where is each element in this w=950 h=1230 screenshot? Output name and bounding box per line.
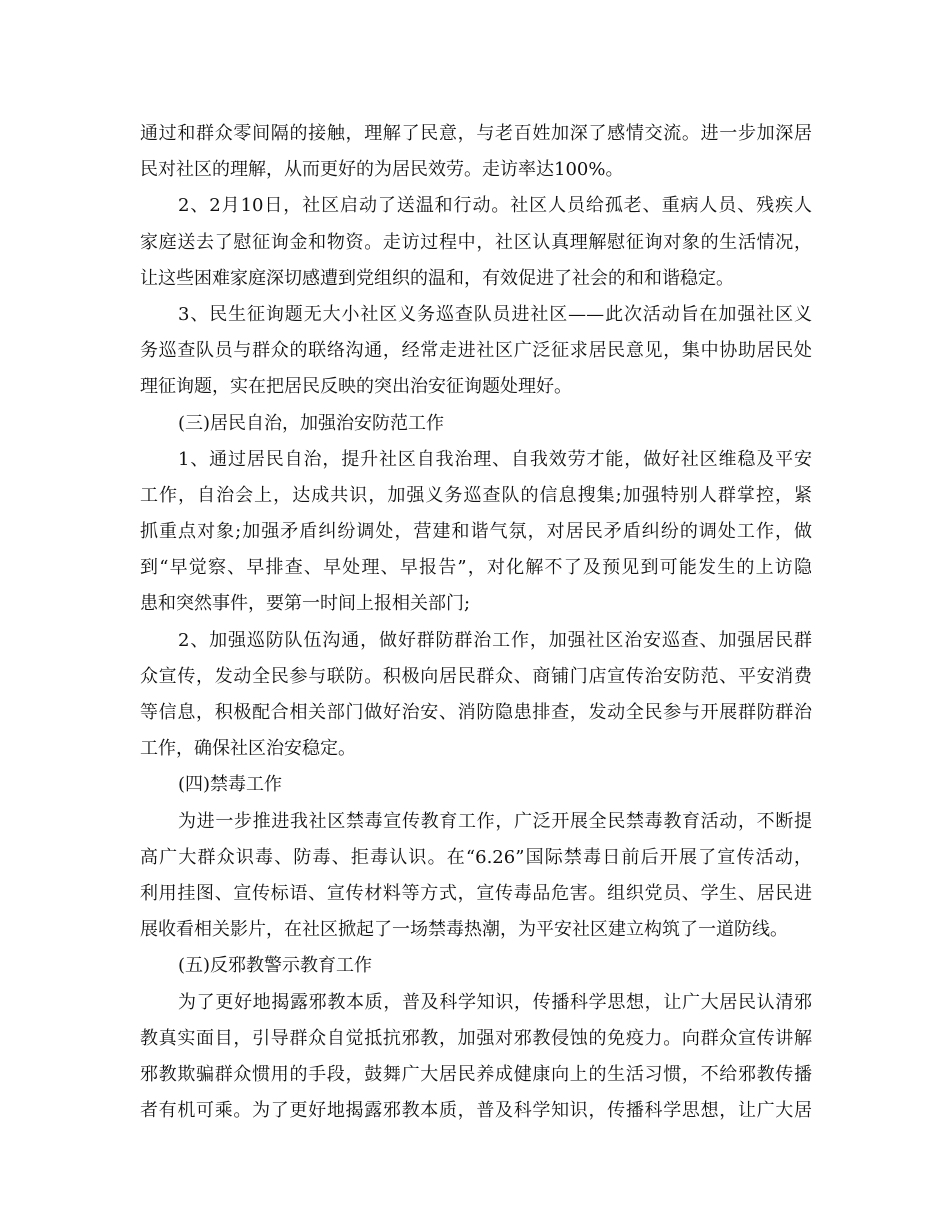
body-text-line: 者有机可乘。为了更好地揭露邪教本质，普及科学知识，传播科学思想，让广大居 — [140, 1100, 812, 1122]
section-heading: (四)禁毒工作 — [178, 774, 283, 796]
body-text-line: 通过和群众零间隔的接触，理解了民意，与老百姓加深了感情交流。进一步加深居 — [140, 123, 812, 144]
body-text-line: 理征询题，实在把居民反映的突出治安征询题处理好。 — [140, 376, 572, 398]
section-heading: (五)反邪教警示教育工作 — [178, 955, 373, 977]
body-text-line: 工作，自治会上，达成共识，加强义务巡查队的信息搜集;加强特别人群掌控，紧 — [140, 484, 812, 506]
body-text-line: 教真实面目，引导群众自觉抵抗邪教，加强对邪教侵蚀的免疫力。向群众宣传讲解 — [140, 1027, 812, 1049]
body-text-line: 患和突然事件，要第一时间上报相关部门; — [140, 593, 471, 615]
body-text-line: 2、2月10日，社区启动了送温和行动。社区人员给孤老、重病人员、残疾人 — [178, 195, 812, 217]
body-text-line: 让这些困难家庭深切感遭到党组织的温和，有效促进了社会的和和谐稳定。 — [140, 267, 734, 289]
document-body — [140, 116, 812, 1129]
body-text-line: 家庭送去了慰征询金和物资。走访过程中，社区认真理解慰征询对象的生活情况， — [140, 231, 812, 253]
body-text-line: 务巡查队员与群众的联络沟通，经常走进社区广泛征求居民意见，集中协助居民处 — [140, 340, 812, 362]
body-text-line: 到“早觉察、早排查、早处理、早报告”，对化解不了及预见到可能发生的上访隐 — [140, 557, 812, 579]
body-text-line: 抓重点对象;加强矛盾纠纷调处，营建和谐气氛，对居民矛盾纠纷的调处工作，做 — [140, 521, 812, 543]
body-text-line: 展收看相关影片，在社区掀起了一场禁毒热潮，为平安社区建立构筑了一道防线。 — [140, 919, 788, 941]
body-text-line: 民对社区的理解，从而更好的为居民效劳。走访率达100%。 — [140, 159, 624, 181]
body-text-line: 邪教欺骗群众惯用的手段，鼓舞广大居民养成健康向上的生活习惯，不给邪教传播 — [140, 1063, 812, 1085]
body-text-line: 众宣传，发动全民参与联防。积极向居民群众、商铺门店宣传治安防范、平安消费 — [140, 665, 812, 687]
body-text-line: 为进一步推进我社区禁毒宣传教育工作，广泛开展全民禁毒教育活动，不断提 — [178, 810, 812, 832]
body-text-line: 2、加强巡防队伍沟通，做好群防群治工作，加强社区治安巡查、加强居民群 — [178, 629, 812, 651]
body-text-line: 3、民生征询题无大小社区义务巡查队员进社区——此次活动旨在加强社区义 — [178, 303, 812, 325]
section-heading: (三)居民自治，加强治安防范工作 — [178, 412, 445, 434]
body-text-line: 利用挂图、宣传标语、宣传材料等方式，宣传毒品危害。组织党员、学生、居民进 — [140, 882, 812, 904]
body-text-line: 工作，确保社区治安稳定。 — [140, 738, 356, 760]
body-text-line: 1、通过居民自治，提升社区自我治理、自我效劳才能，做好社区维稳及平安 — [178, 448, 812, 470]
body-text-line: 等信息，积极配合相关部门做好治安、消防隐患排查，发动全民参与开展群防群治 — [140, 702, 812, 723]
body-text-line: 高广大群众识毒、防毒、拒毒认识。在“6.26”国际禁毒日前后开展了宣传活动， — [140, 846, 812, 868]
body-text-line: 为了更好地揭露邪教本质，普及科学知识，传播科学思想，让广大居民认清邪 — [178, 991, 812, 1013]
